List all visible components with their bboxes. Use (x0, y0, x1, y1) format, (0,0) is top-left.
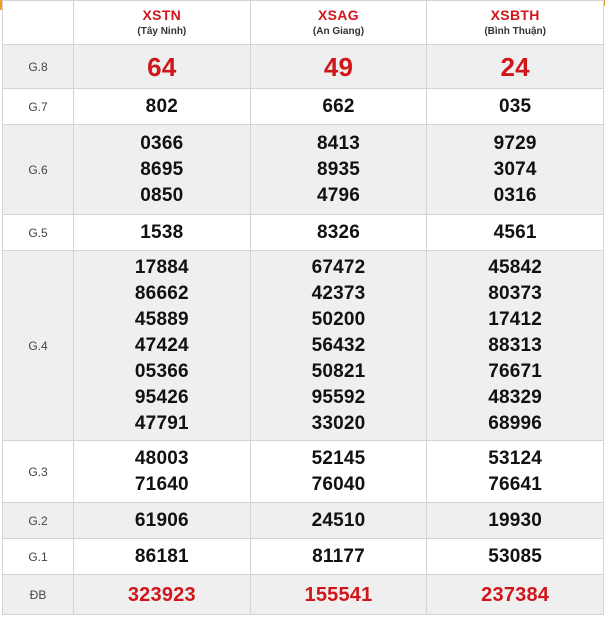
prize-label: G.8 (3, 45, 74, 89)
province-code[interactable]: XSBTH (490, 7, 540, 23)
result-number: 52145 (311, 447, 366, 469)
prize-result-cell (427, 215, 604, 251)
result-number: 802 (145, 95, 178, 117)
result-number: 80373 (488, 282, 543, 304)
result-number: 0850 (140, 184, 184, 206)
prize-result-cell (74, 251, 251, 441)
prize-result-cell (74, 575, 251, 615)
result-number: 76040 (311, 473, 366, 495)
prize-row (3, 89, 604, 125)
prize-result-cell (427, 45, 604, 89)
result-number: 4796 (316, 184, 361, 206)
prize-result-cell (250, 125, 427, 215)
prize-result-cell (250, 251, 427, 441)
result-number: 56432 (311, 334, 366, 356)
prize-label: G.7 (3, 89, 74, 125)
prize-result-cell (250, 503, 427, 539)
prize-result-cell (74, 125, 251, 215)
province-name: (Tây Ninh) (137, 26, 187, 37)
prize-result-cell (250, 575, 427, 615)
result-number: 86181 (134, 545, 189, 567)
prize-result-cell (74, 441, 251, 503)
prize-label: G.2 (3, 503, 74, 539)
result-number: 49 (323, 51, 354, 82)
prize-result-cell (427, 89, 604, 125)
result-number: 24 (500, 51, 530, 82)
result-number: 8695 (140, 158, 184, 180)
result-number: 53124 (488, 447, 543, 469)
prize-result-cell (427, 503, 604, 539)
prize-rows (3, 45, 604, 615)
prize-row (3, 215, 604, 251)
special-prize-number: 155541 (304, 583, 373, 606)
prize-result-cell (250, 89, 427, 125)
result-number: 47791 (134, 412, 189, 434)
prize-row (3, 539, 604, 575)
prize-row (3, 503, 604, 539)
prize-row (3, 575, 604, 615)
result-number: 17884 (134, 256, 189, 278)
prize-result-cell (250, 45, 427, 89)
result-number: 86662 (134, 282, 189, 304)
prize-label: G.4 (3, 251, 74, 441)
prize-result-cell (74, 215, 251, 251)
result-number: 64 (147, 51, 177, 82)
result-number: 81177 (312, 545, 365, 567)
result-number: 035 (499, 95, 532, 117)
prize-label: G.1 (3, 539, 74, 575)
result-number: 48329 (488, 386, 543, 408)
result-number: 95592 (311, 386, 366, 408)
result-number: 8935 (316, 158, 361, 180)
result-number: 76671 (488, 360, 543, 382)
province-header-xsag[interactable] (250, 1, 427, 45)
result-number: 24510 (311, 509, 366, 531)
result-number: 71640 (134, 473, 189, 495)
result-number: 45889 (134, 308, 189, 330)
prize-result-cell (74, 89, 251, 125)
prize-result-cell (250, 539, 427, 575)
result-number: 95426 (134, 386, 189, 408)
prize-result-cell (74, 45, 251, 89)
result-number: 61906 (134, 509, 189, 531)
prize-label: G.5 (3, 215, 74, 251)
result-number: 17412 (488, 308, 543, 330)
prize-label: ĐB (3, 575, 74, 615)
prize-row (3, 45, 604, 89)
lottery-results-table (2, 0, 604, 615)
result-number: 33020 (311, 412, 366, 434)
prize-result-cell (74, 503, 251, 539)
result-number: 8413 (316, 132, 361, 154)
prize-result-cell (427, 575, 604, 615)
result-number: 67472 (311, 256, 366, 278)
prize-result-cell (74, 539, 251, 575)
header-corner-cell (3, 1, 74, 45)
province-name: (An Giang) (312, 26, 365, 37)
special-prize-number: 237384 (481, 583, 550, 606)
result-number: 8326 (316, 221, 361, 243)
result-number: 88313 (488, 334, 543, 356)
province-code[interactable]: XSTN (142, 7, 182, 23)
result-number: 0366 (140, 132, 184, 154)
province-name: (Bình Thuận) (484, 26, 546, 37)
result-number: 47424 (134, 334, 189, 356)
result-number: 48003 (134, 447, 189, 469)
result-number: 05366 (134, 360, 189, 382)
province-header-xstn[interactable] (74, 1, 251, 45)
prize-result-cell (427, 251, 604, 441)
result-number: 19930 (488, 509, 543, 531)
prize-result-cell (427, 539, 604, 575)
result-number: 50821 (311, 360, 366, 382)
prize-label: G.3 (3, 441, 74, 503)
result-number: 50200 (311, 308, 366, 330)
result-number: 9729 (493, 132, 537, 154)
prize-result-cell (427, 441, 604, 503)
province-header-xsbth[interactable] (427, 1, 604, 45)
result-number: 1538 (140, 221, 184, 243)
result-number: 45842 (488, 256, 543, 278)
result-number: 662 (322, 95, 355, 117)
result-number: 42373 (311, 282, 366, 304)
prize-label: G.6 (3, 125, 74, 215)
prize-result-cell (250, 441, 427, 503)
prize-row (3, 441, 604, 503)
result-number: 3074 (493, 158, 537, 180)
province-code[interactable]: XSAG (318, 7, 359, 23)
prize-row (3, 251, 604, 441)
prize-result-cell (427, 125, 604, 215)
province-header-row (3, 1, 604, 45)
result-number: 76641 (488, 473, 543, 495)
prize-row (3, 125, 604, 215)
result-number: 4561 (493, 221, 537, 243)
result-number: 0316 (493, 184, 537, 206)
result-number: 68996 (488, 412, 543, 434)
special-prize-number: 323923 (127, 583, 196, 606)
prize-result-cell (250, 215, 427, 251)
result-number: 53085 (488, 545, 543, 567)
